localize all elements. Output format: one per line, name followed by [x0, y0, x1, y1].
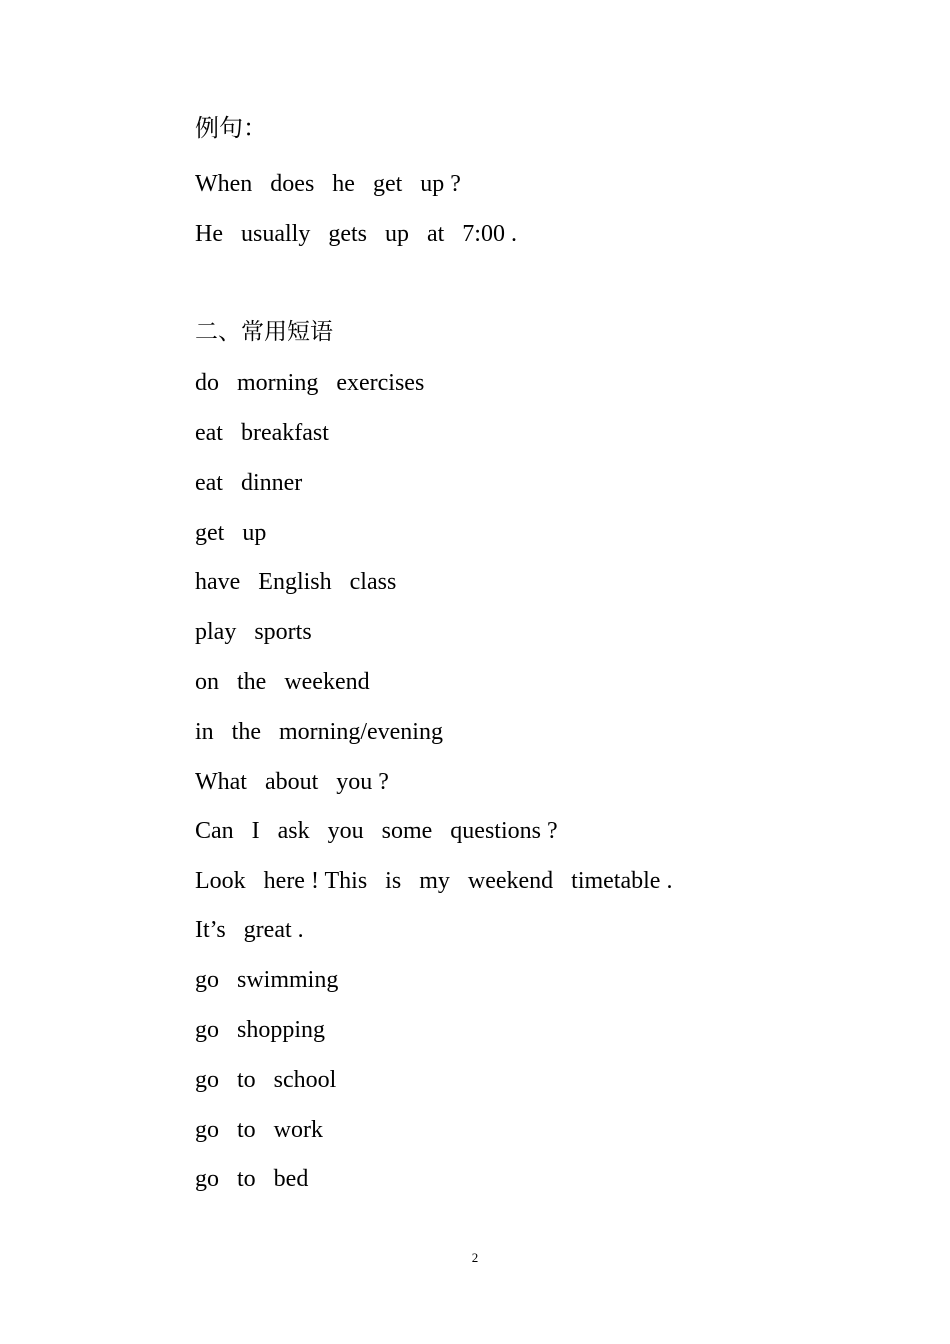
phrase-item: Look here ! This is my weekend timetable . — [195, 868, 673, 894]
phrase-item: go swimming — [195, 967, 339, 993]
phrase-item: play sports — [195, 619, 312, 645]
phrase-item: in the morning/evening — [195, 719, 443, 745]
phrase-item: eat breakfast — [195, 420, 329, 446]
example-heading: 例句： — [195, 114, 267, 142]
example-sentence-question: When does he get up ? — [195, 171, 461, 197]
phrase-item: go shopping — [195, 1017, 326, 1043]
phrase-item: go to school — [195, 1067, 337, 1093]
example-sentence-answer: He usually gets up at 7:00 . — [195, 221, 517, 247]
phrase-item: do morning exercises — [195, 370, 425, 396]
phrase-item: go to work — [195, 1117, 323, 1143]
phrase-item: It’s great . — [195, 917, 304, 943]
phrase-item: have English class — [195, 569, 397, 595]
phrase-item: on the weekend — [195, 669, 370, 695]
phrase-item: go to bed — [195, 1166, 309, 1192]
phrase-item: eat dinner — [195, 470, 303, 496]
page-number: 2 — [471, 1250, 479, 1265]
section-title: 二、常用短语 — [195, 319, 333, 345]
phrase-item: Can I ask you some questions ? — [195, 818, 558, 844]
phrase-item: What about you ? — [195, 769, 389, 795]
phrase-item: get up — [195, 520, 267, 546]
